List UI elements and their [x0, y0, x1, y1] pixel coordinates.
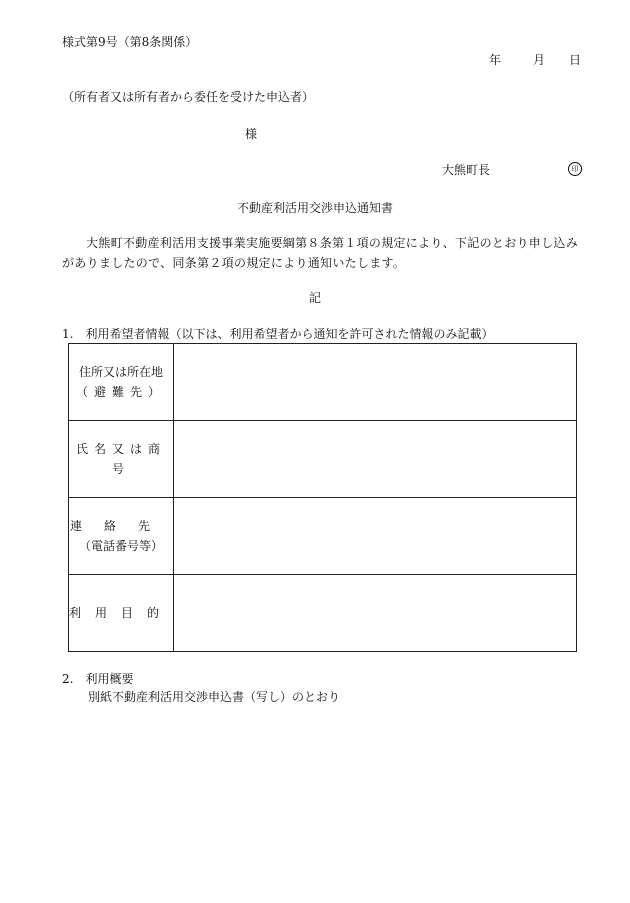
address-label-cell: [69, 344, 174, 421]
table-row: [69, 421, 577, 498]
seal-mark: 印: [568, 162, 582, 176]
applicant-info-table: [68, 343, 577, 652]
row-label-line1: 利用目的: [69, 606, 174, 620]
table-row: [69, 498, 577, 575]
contact-label-cell: [69, 498, 174, 575]
row-label-line1: 連絡先: [69, 519, 172, 533]
row-label-line2: （電話番号等）: [78, 539, 163, 553]
date-day-label: 日: [569, 53, 582, 67]
name-label-cell: [69, 421, 174, 498]
section2-detail: 別紙不動産利活用交渉申込書（写し）のとおり: [88, 690, 341, 704]
row-label-line1: 住所又は所在地: [78, 365, 163, 379]
form-number: 様式第9号（第8条関係）: [62, 35, 198, 49]
contact-value-cell: [174, 498, 577, 575]
address-value-cell: [174, 344, 577, 421]
row-label-line1: 氏名又は商号: [75, 442, 166, 476]
sender-name: 大熊町長: [442, 163, 491, 177]
purpose-value-cell: [174, 575, 577, 652]
ki-heading: 記: [308, 291, 321, 305]
purpose-label-cell: [69, 575, 174, 652]
date-month-label: 月: [533, 53, 546, 67]
document-title: 不動産利活用交渉申込通知書: [236, 201, 393, 215]
table-row: [69, 575, 577, 652]
table-row: [69, 344, 577, 421]
row-label-line2: （避難先）: [75, 385, 166, 399]
document-body: 大熊町不動産利活用支援事業実施要綱第８条第１項の規定により、下記のとおり申し込みがありましたので、同条第２項の規定により通知いたします。: [62, 236, 579, 270]
recipient-label: （所有者又は所有者から委任を受けた申込者）: [62, 90, 315, 104]
name-value-cell: [174, 421, 577, 498]
section2-heading: 2. 利用概要: [62, 672, 134, 686]
section1-heading: 1. 利用希望者情報（以下は、利用希望者から通知を許可された情報のみ記載）: [62, 327, 494, 341]
date-year-label: 年: [489, 53, 502, 67]
date-line: [489, 53, 581, 67]
recipient-honorific: 様: [245, 127, 258, 141]
